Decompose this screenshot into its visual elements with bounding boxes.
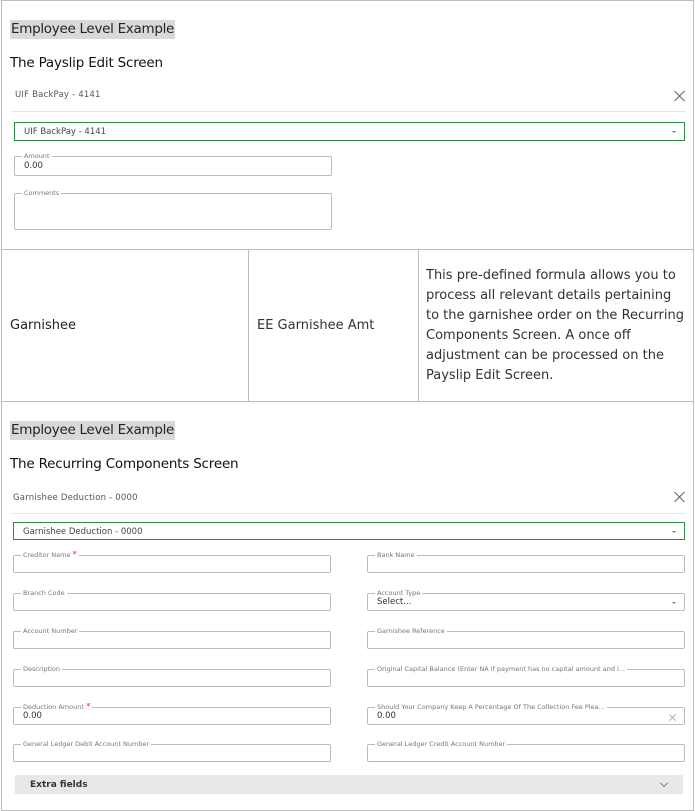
account-type-label: Account Type [377, 589, 421, 597]
comments-field[interactable] [14, 189, 332, 230]
bank-name-label: Bank Name [377, 551, 415, 559]
row-code: EE Garnishee Amt [257, 318, 375, 333]
section1-title [10, 18, 175, 37]
clear-icon[interactable] [668, 713, 677, 722]
amount-label: Amount [24, 152, 50, 160]
deduction-amount-field[interactable] [13, 703, 331, 725]
account-type-select[interactable] [367, 589, 685, 611]
original-capital-balance-field[interactable] [367, 665, 685, 687]
original-capital-balance-label: Original Capital Balance (Enter NA if payment has no capital amount and i... [377, 665, 626, 673]
description-field[interactable] [13, 665, 331, 687]
deduction-amount-value: 0.00 [23, 711, 42, 721]
amount-field[interactable] [14, 152, 332, 176]
description-label: Description [23, 665, 61, 673]
creditor-name-label: Creditor Name * [23, 551, 78, 560]
panel-separator-2 [11, 513, 686, 514]
column-divider-1 [248, 249, 249, 402]
required-asterisk: * [85, 703, 91, 712]
component-select-value: UIF BackPay - 4141 [24, 127, 107, 137]
creditor-name-field[interactable] [13, 551, 331, 573]
comments-label: Comments [24, 189, 60, 197]
gl-credit-account-label: General Ledger Credit Account Number [377, 740, 506, 748]
garnishee-select-value: Garnishee Deduction - 0000 [23, 527, 143, 537]
gl-credit-account-field[interactable] [367, 740, 685, 762]
garnishee-reference-label: Garnishee Reference [377, 627, 445, 635]
employee-level-example-heading-2: Employee Level Example [11, 422, 175, 438]
garnishee-select[interactable] [13, 522, 685, 540]
close-icon[interactable] [673, 89, 687, 103]
collection-fee-percentage-field[interactable] [367, 703, 685, 725]
component-select[interactable] [14, 122, 685, 141]
chevron-down-icon [660, 779, 668, 787]
chevron-down-icon [672, 602, 676, 604]
payslip-edit-screen-heading: The Payslip Edit Screen [10, 55, 163, 71]
collection-fee-percentage-label: Should Your Company Keep A Percentage Of The Collection Fee Plea... [377, 703, 605, 711]
bank-name-field[interactable] [367, 551, 685, 573]
panel-separator [11, 111, 686, 112]
chevron-down-icon [672, 531, 676, 533]
close-icon[interactable] [673, 490, 687, 504]
row-name: Garnishee [10, 318, 77, 333]
row-description: This pre-defined formula allows you to process all relevant details pertaining to the garnishee order on the Recurring Components Screen. A once off adjustment can be processed on the Payslip Edit Screen. [426, 268, 684, 383]
extra-fields-accordion[interactable] [15, 775, 683, 794]
section2-title [10, 419, 175, 438]
collection-fee-percentage-value: 0.00 [377, 711, 396, 721]
branch-code-label: Branch Code [23, 589, 65, 597]
recurring-components-screen-heading: The Recurring Components Screen [10, 456, 239, 472]
gl-debit-account-label: General Ledger Debit Account Number [23, 740, 150, 748]
panel-header-label: UIF BackPay - 4141 [15, 90, 101, 100]
gl-debit-account-field[interactable] [13, 740, 331, 762]
employee-level-example-heading: Employee Level Example [11, 21, 175, 37]
panel-header-label-2: Garnishee Deduction - 0000 [13, 493, 138, 503]
branch-code-field[interactable] [13, 589, 331, 611]
extra-fields-label: Extra fields [30, 780, 88, 790]
chevron-down-icon [672, 131, 676, 133]
account-type-value: Select... [377, 597, 412, 607]
column-divider-2 [418, 249, 419, 402]
account-number-label: Account Number [23, 627, 78, 635]
garnishee-reference-field[interactable] [367, 627, 685, 649]
deduction-amount-label: Deduction Amount * [23, 703, 91, 712]
amount-value: 0.00 [24, 161, 43, 171]
required-asterisk: * [72, 551, 78, 560]
account-number-field[interactable] [13, 627, 331, 649]
